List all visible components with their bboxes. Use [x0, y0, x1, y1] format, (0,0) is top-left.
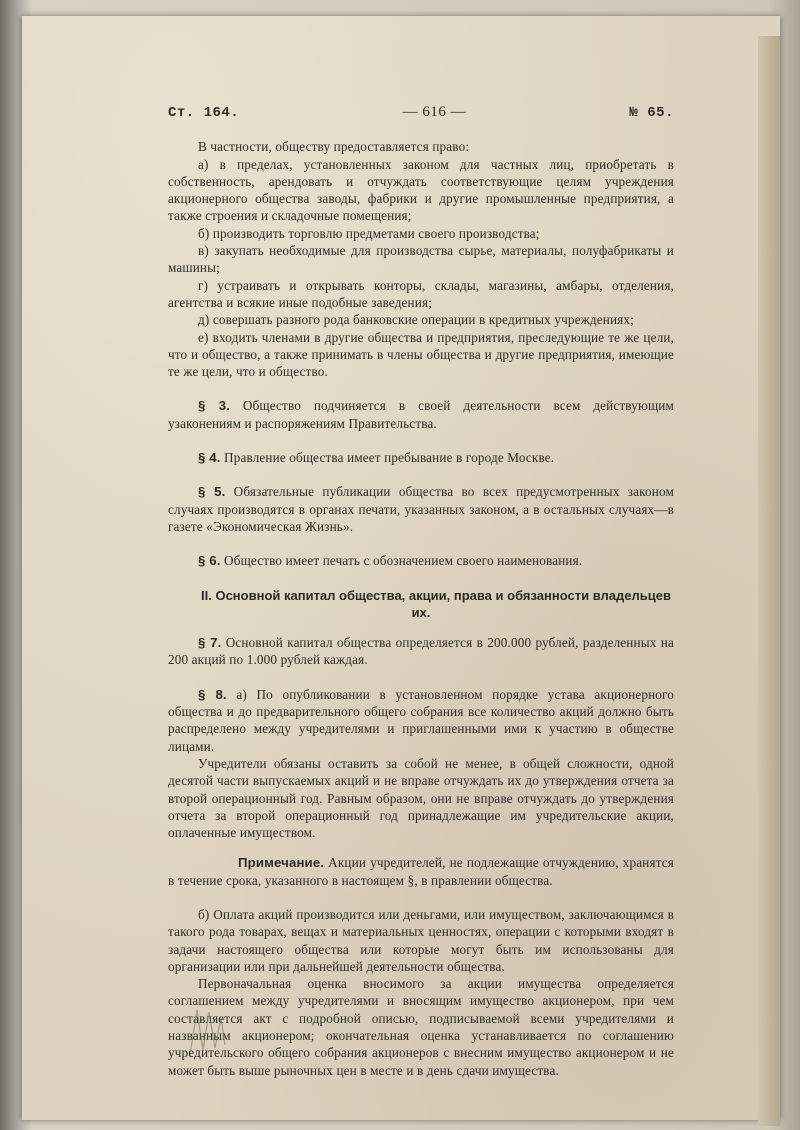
section-label: § 5. — [198, 484, 226, 500]
note — [168, 854, 674, 889]
section-8-paragraph: Учредители обязаны оставить за собой не менее, в общей сложности, одной десятой части выпускаемых акций и не вправе отчуждать их до утверждения отчета за второй операционный год. Равным образом, они не вправе отчуждать до утверждения отчета за второй операционный год принадлежащие им учредительские акции, оплаченные имуществом. — [168, 755, 674, 841]
section-label: § 4. — [198, 450, 221, 466]
section-4 — [168, 449, 674, 466]
section-6 — [168, 552, 674, 569]
section-text: а) По опубликовании в установленном порядке устава акционерного общества и до предварительного общего собрания все количество акций должно быть распределено между учредителями и приглашенными ими к участию в обществе лицами. — [168, 686, 674, 754]
list-item: в) закупать необходимые для производства сырье, материалы, полуфабрикаты и машины; — [168, 243, 674, 276]
list-item: д) совершать разного рода банковские операции в кредитных учреждениях; — [198, 312, 634, 328]
section-label: § 3. — [198, 398, 231, 414]
page-content — [168, 104, 674, 1079]
section-label: § 6. — [198, 553, 221, 569]
section-8-b: б) Оплата акций производится или деньгами, или имуществом, заключающимся в такого рода товарах, вещах и материальных ценностях, операции с которыми входят в задачи настоящего общества или которые могут быть им использованы для организации или при дальнейшей деятельности общества. — [168, 906, 674, 974]
note-label: Примечание. — [238, 855, 325, 871]
list-item: б) производить торговлю предметами своего производства; — [198, 225, 540, 241]
section-text: Обязательные публикации общества во всех предусмотренных законом случаях производятся в органах печати, указанных законом, а в остальных случаях—в газете «Экономическая Жизнь». — [168, 484, 674, 534]
page-header — [168, 104, 674, 122]
section-label: § 7. — [198, 635, 222, 651]
intro-paragraph: В частности, обществу предоставляется право: — [198, 139, 470, 155]
section-text: Основной капитал общества определяется в 200.000 рублей, разделенных на 200 акций по 1.000 рублей каждая. — [168, 635, 674, 668]
page-edge — [758, 36, 780, 1126]
article-number: Ст. 164. — [168, 105, 240, 121]
section-8 — [168, 686, 674, 755]
section-label: § 8. — [198, 686, 227, 702]
section-8-b-paragraph: Первоначальная оценка вносимого за акции имущества определяется соглашением между учредителями и вносящим имущество акционером, при чем составляется акт с подробной описью, подписываемой всеми учредителями и названным акционером; окончательная оценка устанавливается по соглашению учредительского общего собрания акционеров с внесним имущество акционером и не может быть выше рыночных цен в месте и в день сдачи имущества. — [168, 976, 674, 1078]
section-5 — [168, 483, 674, 535]
section-text: Правление общества имеет пребывание в городе Москве. — [220, 450, 555, 466]
list-item: а) в пределах, установленных законом для частных лиц, приобретать в собственность, арендовать и отчуждать соответствующие целям учреждения акционерного общества заводы, фабрики и другие промышленные предприятия, а также строения и складочные помещения; — [168, 156, 674, 224]
note-text: Акции учредителей, не подлежащие отчуждению, хранятся в течение срока, указанного в настоящем §, в правлении общества. — [168, 855, 674, 888]
page-number: — 616 — — [402, 104, 467, 120]
list-item: г) устраивать и открывать конторы, склады, магазины, амбары, отделения, агентства и всякие иные подобные заведения; — [168, 277, 674, 310]
section-text: Общество имеет печать с обозначением своего наименования. — [220, 553, 583, 569]
pencil-mark — [185, 1000, 255, 1060]
section-text: Общество подчиняется в своей деятельности всем действующим узаконениям и распоряжениям Правительства. — [168, 398, 674, 431]
list-item: е) входить членами в другие общества и предприятия, преследующие те же цели, что и общество, а также принимать в члены общества и другие предприятия, имеющие те же цели, что и общество. — [168, 329, 674, 380]
chapter-heading: II. Основной капитал общества, акции, права и обязанности владельцев их. — [201, 587, 671, 620]
section-3 — [168, 397, 674, 432]
section-7 — [168, 634, 674, 669]
issue-number: № 65. — [629, 105, 674, 121]
